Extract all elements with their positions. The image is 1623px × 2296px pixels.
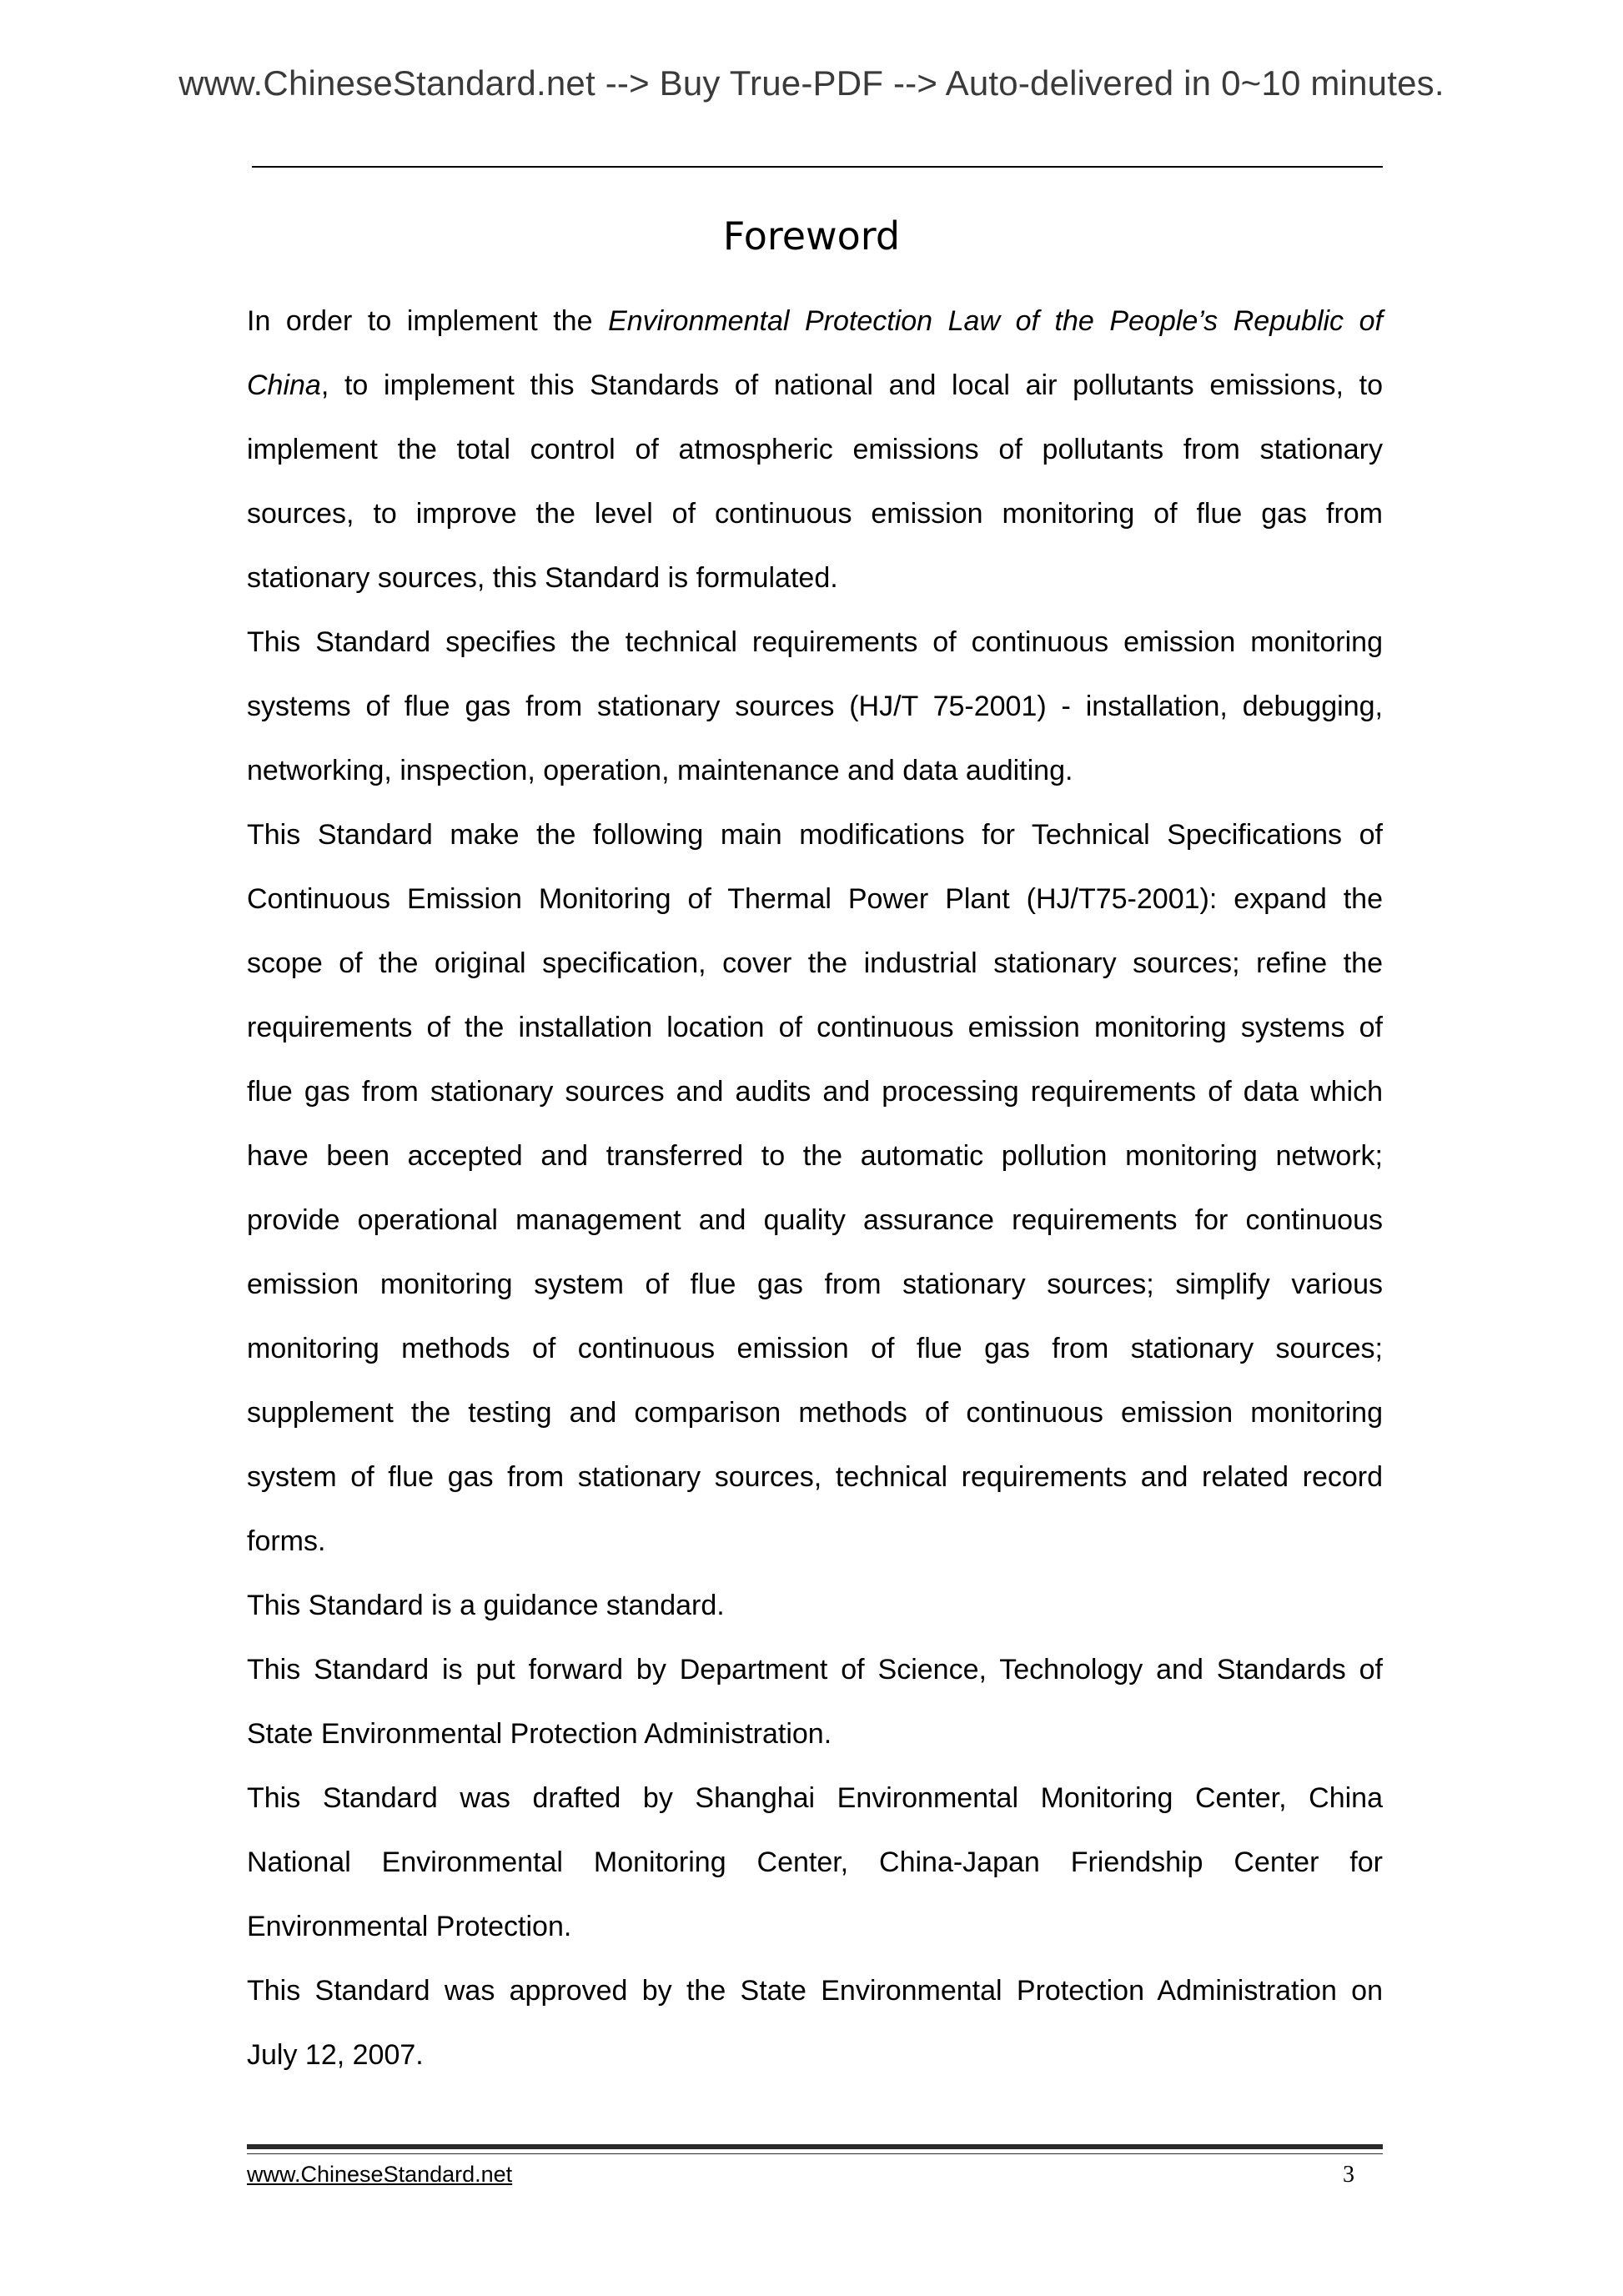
text-line: stationary sources, this Standard is formulated.	[247, 562, 838, 594]
text-line: requirements of the installation location of continuous emission monitoring systems of	[247, 1012, 1383, 1043]
footer-divider-thick	[247, 2144, 1383, 2149]
text-line: This Standard is put forward by Department of Science, Technology and Standards of	[247, 1654, 1383, 1686]
footer-site-link[interactable]: www.ChineseStandard.net	[247, 2162, 513, 2187]
paragraph-proposer	[247, 1638, 1383, 1766]
text-line: National Environmental Monitoring Center, China-Japan Friendship Center for	[247, 1846, 1383, 1878]
text-line: have been accepted and transferred to the automatic pollution monitoring network;	[247, 1140, 1383, 1172]
text-line: This Standard make the following main modifications for Technical Specifications of	[247, 819, 1383, 851]
law-title-italic: China	[247, 369, 321, 401]
paragraph-approval	[247, 1959, 1383, 2088]
text-line: State Environmental Protection Administration.	[247, 1718, 832, 1750]
paragraph-scope	[247, 610, 1383, 803]
document-body	[247, 289, 1383, 2088]
footer-divider-thin	[247, 2153, 1383, 2154]
text-line: forms.	[247, 1525, 326, 1557]
text-line: Continuous Emission Monitoring of Thermal Power Plant (HJ/T75-2001): expand the	[247, 883, 1383, 915]
page-title: Foreword	[722, 214, 901, 259]
text-line: scope of the original specification, cover the industrial stationary sources; refine the	[247, 947, 1383, 979]
text-line: monitoring methods of continuous emission of flue gas from stationary sources;	[247, 1333, 1383, 1364]
text-line: networking, inspection, operation, maintenance and data auditing.	[247, 755, 1073, 786]
page-number: 3	[1343, 2162, 1354, 2188]
header-banner: www.ChineseStandard.net --> Buy True-PDF --> Auto-delivered in 0~10 minutes.	[178, 63, 1445, 103]
text-line: emission monitoring system of flue gas from stationary sources; simplify various	[247, 1269, 1383, 1300]
text-line	[247, 354, 1383, 418]
text-line: Environmental Protection.	[247, 1911, 572, 1942]
header-divider	[252, 166, 1383, 168]
text-span: In order to implement the	[247, 305, 609, 337]
text-line: system of flue gas from stationary sources, technical requirements and related record	[247, 1461, 1383, 1493]
text-line: This Standard was approved by the State Environmental Protection Administration on	[247, 1975, 1383, 2007]
text-line: This Standard specifies the technical requirements of continuous emission monitoring	[247, 626, 1383, 658]
text-line: provide operational management and quality assurance requirements for continuous	[247, 1204, 1383, 1236]
text-line	[247, 289, 1383, 354]
law-title-italic: Environmental Protection Law of the People’s Republic of	[608, 305, 1383, 337]
text-line: implement the total control of atmospheric emissions of pollutants from stationary	[247, 434, 1383, 465]
text-line: sources, to improve the level of continuous emission monitoring of flue gas from	[247, 498, 1383, 530]
paragraph-modifications	[247, 803, 1383, 1574]
paragraph-guidance	[247, 1574, 1383, 1638]
text-line: July 12, 2007.	[247, 2039, 424, 2071]
paragraph-purpose	[247, 289, 1383, 610]
text-line: flue gas from stationary sources and audits and processing requirements of data which	[247, 1076, 1383, 1108]
text-line: This Standard was drafted by Shanghai Environmental Monitoring Center, China	[247, 1782, 1383, 1814]
text-span: , to implement this Standards of national and local air pollutants emissions, to	[320, 369, 1383, 401]
text-line: supplement the testing and comparison methods of continuous emission monitoring	[247, 1397, 1383, 1429]
text-line: This Standard is a guidance standard.	[247, 1590, 725, 1621]
text-line: systems of flue gas from stationary sources (HJ/T 75-2001) - installation, debugging,	[247, 691, 1383, 722]
paragraph-drafters	[247, 1766, 1383, 1959]
